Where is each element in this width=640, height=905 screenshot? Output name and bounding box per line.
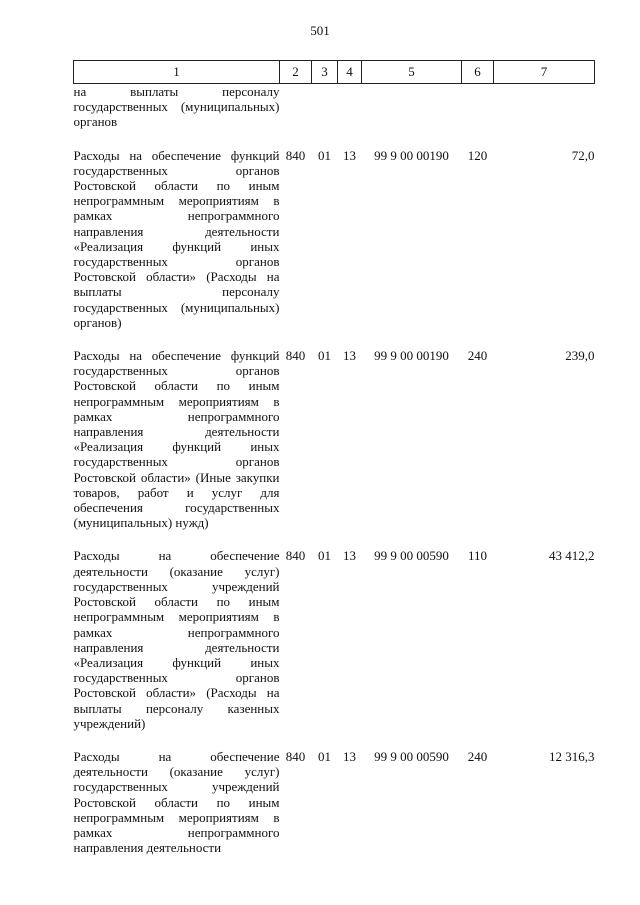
column-header-2: 2 <box>280 61 312 84</box>
row-expense-type: 110 <box>467 548 488 564</box>
row-section-code: 01 <box>318 348 331 364</box>
row-expense-type: 240 <box>467 748 488 764</box>
table-row <box>74 546 595 730</box>
row-target-article: 99 9 00 00190 <box>374 147 449 163</box>
row-section-code <box>312 84 338 130</box>
row-expense-type <box>462 84 494 130</box>
column-header-1: 1 <box>74 61 280 84</box>
row-section-code: 01 <box>318 548 331 564</box>
row-target-article <box>362 84 462 130</box>
column-header-3: 3 <box>312 61 338 84</box>
table-row <box>74 346 595 530</box>
row-amount: 43 412,2 <box>549 548 595 564</box>
row-target-article: 99 9 00 00590 <box>374 548 449 564</box>
row-ministry-code: 840 <box>285 348 306 364</box>
row-target-article: 99 9 00 00590 <box>374 748 449 764</box>
table-row <box>74 146 595 330</box>
column-header-4: 4 <box>338 61 362 84</box>
row-subsection-code: 13 <box>343 147 356 163</box>
row-subsection-code <box>338 84 362 130</box>
row-amount: 12 316,3 <box>549 748 595 764</box>
row-ministry-code: 840 <box>285 548 306 564</box>
table-header-row <box>74 61 595 84</box>
row-subsection-code: 13 <box>343 348 356 364</box>
row-description: Расходы на обеспечение деятельности (оказание услуг) государственных учреждений Ростовской области по иным непрограммным мероприятиям в рамках непрограммного направления деятельности «Реализация функций иных государственных органов Ростовской области» (Расходы на выплаты персоналу казенных учреждений) <box>73 548 280 731</box>
row-ministry-code: 840 <box>285 147 306 163</box>
row-expense-type: 120 <box>467 147 488 163</box>
table-row <box>74 747 595 855</box>
row-description: на выплаты персоналу государственных (муниципальных) органов <box>73 84 280 130</box>
row-ministry-code <box>280 84 312 130</box>
row-subsection-code: 13 <box>343 748 356 764</box>
row-ministry-code: 840 <box>285 748 306 764</box>
row-description: Расходы на обеспечение функций государственных органов Ростовской области по иным непрограммным мероприятиям в рамках непрограммного направления деятельности «Реализация функций иных государственных органов Ростовской области» (Расходы на выплаты персоналу государственных (муниципальных) органов) <box>73 147 280 330</box>
row-amount: 239,0 <box>565 348 595 364</box>
table-row <box>74 84 595 130</box>
row-amount: 72,0 <box>571 147 595 163</box>
row-subsection-code: 13 <box>343 548 356 564</box>
row-section-code: 01 <box>318 147 331 163</box>
column-header-5: 5 <box>362 61 462 84</box>
row-expense-type: 240 <box>467 348 488 364</box>
row-target-article: 99 9 00 00190 <box>374 348 449 364</box>
row-description: Расходы на обеспечение деятельности (оказание услуг) государственных учреждений Ростовской области по иным непрограммным мероприятиям в рамках непрограммного направления деятельности <box>73 748 280 856</box>
row-amount <box>494 84 595 130</box>
budget-table <box>73 60 595 855</box>
row-description: Расходы на обеспечение функций государственных органов Ростовской области по иным непрограммным мероприятиям в рамках непрограммного направления деятельности «Реализация функций иных государственных органов Ростовской области» (Иные закупки товаров, работ и услуг для обеспечения государственных (муниципальных) нужд) <box>73 348 280 531</box>
row-section-code: 01 <box>318 748 331 764</box>
column-header-7: 7 <box>494 61 595 84</box>
column-header-6: 6 <box>462 61 494 84</box>
page-number: 501 <box>310 23 330 38</box>
